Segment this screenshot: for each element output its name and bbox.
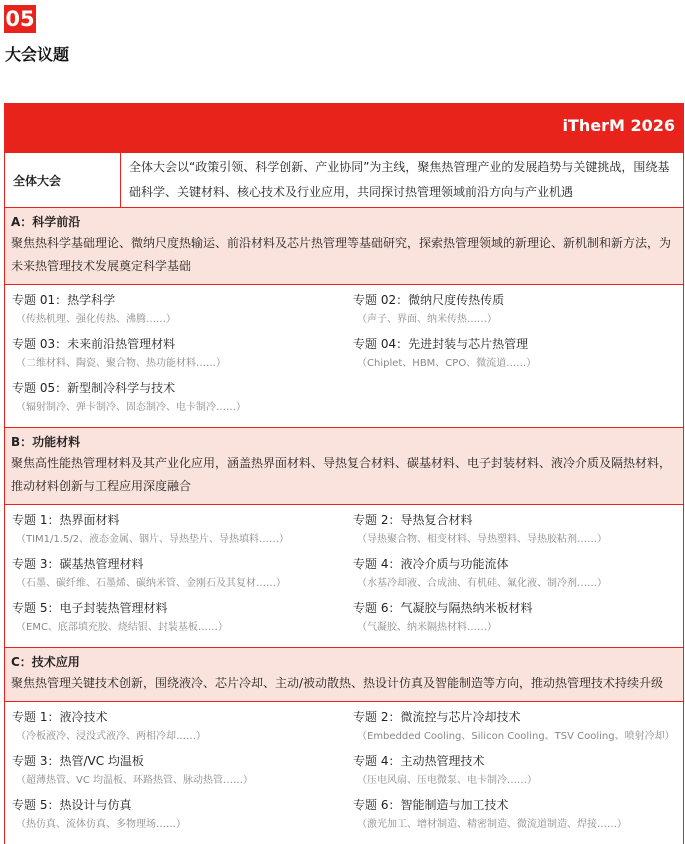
topic-name: 专题 6：智能制造与加工技术 [353,798,509,812]
topic-item [5,377,346,421]
topic-name: 专题 5：热设计与仿真 [12,798,132,812]
topic-subtopics: （石墨、碳纤维、石墨烯、碳纳米管、金刚石及其复材……） [16,578,286,589]
topic-item [5,289,346,333]
section-description: 聚焦高性能热管理材料及其产业化应用，涵盖热界面材料、导热复合材料、碳基材料、电子封装材料、液冷介质及隔热材料，推动材料创新与工程应用深度融合 [11,456,672,493]
topic-item [346,794,683,838]
topic-subtopics: （气凝胶、纳米隔热材料……） [357,622,497,633]
plenary-label: 全体大会 [5,153,121,207]
section-title: B：功能材料 [11,435,81,449]
section-number-badge: 05 [5,7,35,31]
topic-subtopics: （二维材料、陶瓷、聚合物、热功能材料……） [16,358,226,369]
topic-subtopics: （超薄热管、VC 均温板、环路热管、脉动热管……） [16,775,254,786]
topic-item [346,289,683,333]
brand-banner [5,103,683,153]
topic-name: 专题 01：热学科学 [12,293,116,307]
topic-subtopics: （EMC、底部填充胶、烧结银、封装基板……） [16,622,228,633]
topics-table [4,103,684,844]
brand-name: iTherM 2026 [562,116,675,135]
topic-name: 专题 04：先进封装与芯片热管理 [353,337,529,351]
page-title: 大会议题 [5,45,70,64]
topic-item [5,794,346,838]
section-c-header [5,648,683,702]
topic-name: 专题 6：气凝胶与隔热纳米板材料 [353,601,533,615]
topic-name: 专题 02：微纳尺度传热传质 [353,293,505,307]
topic-name: 专题 1：热界面材料 [12,513,120,527]
topic-item [346,509,683,553]
topic-subtopics: （TIM1/1.5/2、液态金属、铟片、导热垫片、导热填料……） [16,534,290,545]
topic-name: 专题 3：热管/VC 均温板 [12,754,144,768]
section-b-topics [5,505,683,648]
topic-subtopics: （热仿真、流体仿真、多物理场……） [16,819,186,830]
topic-subtopics: （压电风扇、压电微泵、电卡制冷……） [357,775,537,786]
section-description: 聚焦热科学基础理论、微纳尺度热输运、前沿材料及芯片热管理等基础研究，探索热管理领域的新理论、新机制和新方法，为未来热管理技术发展奠定科学基础 [11,236,672,273]
topic-subtopics: （激光加工、增材制造、精密制造、微流道制造、焊接……） [357,819,627,830]
section-title: A：科学前沿 [11,215,81,229]
plenary-description: 全体大会以“政策引领、科学创新、产业协同”为主线，聚焦热管理产业的发展趋势与关键挑战，围绕基础科学、关键材料、核心技术及行业应用，共同探讨热管理领域前沿方向与产业机遇 [129,160,670,199]
topic-name: 专题 05：新型制冷科学与技术 [12,381,176,395]
topic-subtopics: （冷板液冷、浸没式液冷、两相冷却……） [16,731,206,742]
topic-subtopics: （水基冷却液、合成油、有机硅、氟化液、制冷剂……） [357,578,607,589]
topic-item [5,706,346,750]
topic-item [346,597,683,641]
topic-subtopics: （Chiplet、HBM、CPO、微流道……） [357,358,537,369]
section-title: C：技术应用 [11,655,80,669]
topic-subtopics: （辐射制冷、弹卡制冷、固态制冷、电卡制冷……） [16,402,246,413]
section-b-header [5,428,683,505]
topic-item [346,553,683,597]
topic-subtopics: （Embedded Cooling、Silicon Cooling、TSV Cooling、喷射冷却） [357,731,675,742]
topic-name: 专题 4：液冷介质与功能流体 [353,557,509,571]
topic-item [5,509,346,553]
section-description: 聚焦热管理关键技术创新，围绕液冷、芯片冷却、主动/被动散热、热设计仿真及智能制造等方向，推动热管理技术持续升级 [11,676,664,690]
topic-name: 专题 5：电子封装热管理材料 [12,601,168,615]
topic-subtopics: （声子、界面、纳米传热……） [357,314,497,325]
topic-name: 专题 2：导热复合材料 [353,513,473,527]
plenary-row [5,153,683,208]
topic-item [5,553,346,597]
topic-item [5,750,346,794]
topic-subtopics: （导热聚合物、相变材料、导热塑料、导热胶粘剂……） [357,534,607,545]
section-c-topics [5,702,683,844]
topic-name: 专题 3：碳基热管理材料 [12,557,144,571]
topic-name: 专题 2：微流控与芯片冷却技术 [353,710,521,724]
topic-subtopics: （传热机理、强化传热、沸腾……） [16,314,176,325]
topic-item [346,706,683,750]
topic-item [5,597,346,641]
section-a-header [5,208,683,285]
section-a-topics [5,285,683,428]
topic-name: 专题 03：未来前沿热管理材料 [12,337,176,351]
topic-item [5,333,346,377]
topic-item [346,333,683,377]
topic-name: 专题 1：液冷技术 [12,710,108,724]
topic-name: 专题 4：主动热管理技术 [353,754,485,768]
topic-item [346,750,683,794]
